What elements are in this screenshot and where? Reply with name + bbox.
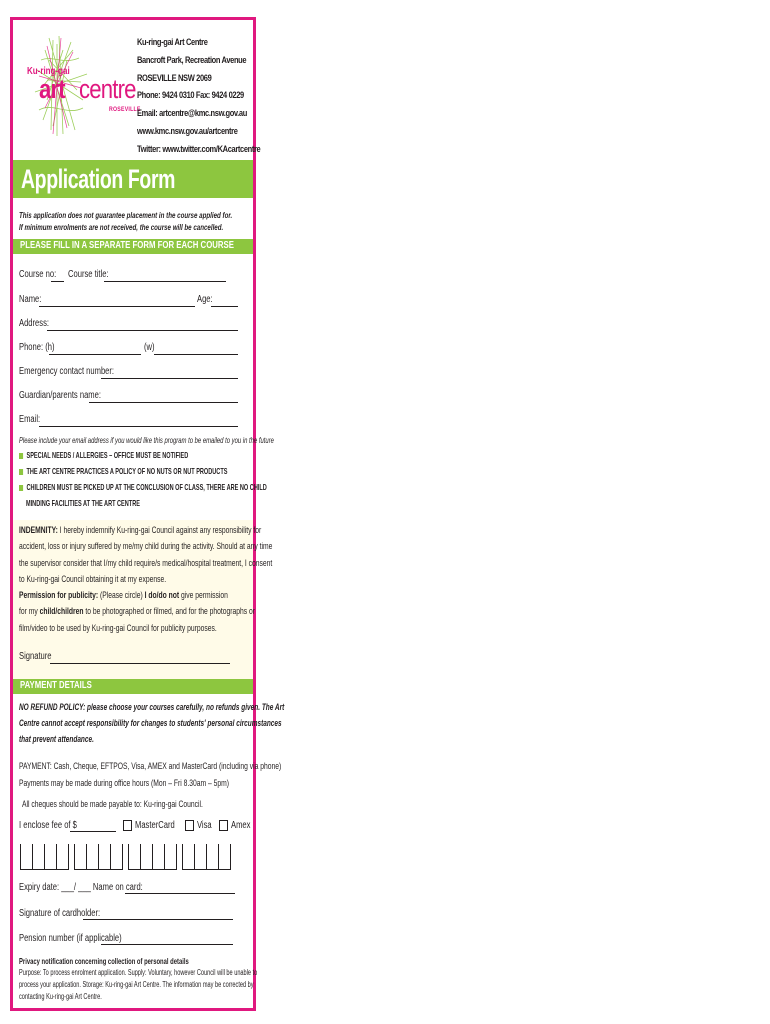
phone-home-label: Phone: (h) [19, 342, 55, 353]
section-fill-bar [13, 239, 253, 254]
org-suburb: ROSEVILLE NSW 2069 [137, 71, 212, 83]
disclaimer-line2: If minimum enrolments are not received, the course will be cancelled. [19, 222, 224, 232]
refund-policy [19, 699, 284, 747]
course-title-field[interactable] [104, 281, 226, 282]
payment-methods-line1: PAYMENT: Cash, Cheque, EFTPOS, Visa, AMEX and MasterCard (including via phone) [19, 760, 282, 771]
fee-amount-field[interactable] [70, 831, 116, 832]
guardian-label: Guardian/parents name: [19, 390, 101, 401]
refund-line1: NO REFUND POLICY: please choose your courses carefully, no refunds given. The Art [19, 702, 285, 712]
bullet-special-needs [19, 448, 188, 464]
permission-text2: give permission [179, 589, 228, 601]
payment-methods-line2: Payments may be made during office hours (Mon – Fri 8.30am – 5pm) [19, 777, 229, 788]
contact-details [137, 33, 260, 158]
permission-choice[interactable]: I do/do not [144, 589, 180, 601]
bullet-square-icon [19, 469, 23, 475]
signature-field[interactable] [50, 663, 230, 664]
visa-label: Visa [197, 820, 212, 831]
cardholder-signature-field[interactable] [83, 919, 233, 920]
phone-work-label: (w) [144, 342, 155, 353]
permission-text1: (Please circle) [98, 589, 145, 601]
org-name: Ku-ring-gai Art Centre [137, 36, 208, 47]
bullet-no-nuts [19, 464, 227, 480]
indemnity-text [19, 522, 272, 636]
bullet-text: CHILDREN MUST BE PICKED UP AT THE CONCLUSION OF CLASS, THERE ARE NO CHILD [26, 483, 267, 492]
visa-checkbox[interactable] [185, 820, 194, 831]
permission-line2a: for my [19, 605, 40, 617]
logo-art: art [39, 74, 65, 104]
bullet-pickup [19, 480, 267, 496]
payment-bar [13, 679, 253, 694]
cardholder-signature-label: Signature of cardholder: [19, 908, 101, 919]
payment-methods [19, 757, 281, 791]
card-number-group-1[interactable] [20, 844, 69, 870]
signature-label: Signature [19, 651, 52, 662]
email-note: Please include your email address if you would like this program to be emailed to you in the future [19, 436, 274, 445]
privacy-line1: Purpose: To process enrolment application. Supply: Voluntary, however Council will be unable to [19, 968, 258, 977]
guardian-field[interactable] [89, 402, 238, 403]
emergency-label: Emergency contact number: [19, 366, 115, 377]
art-centre-logo [23, 30, 141, 140]
permission-line2c: to be photographed or filmed, and for the photographs or [83, 605, 256, 617]
amex-label: Amex [231, 820, 251, 831]
name-label: Name: [19, 294, 42, 305]
bullet-text: SPECIAL NEEDS / ALLERGIES – OFFICE MUST BE NOTIFIED [26, 451, 189, 460]
org-website: www.kmc.nsw.gov.au/artcentre [137, 124, 238, 136]
privacy-line2: process your application. Storage: Ku-ring-gai Art Centre. The information may be corrected by [19, 980, 254, 989]
privacy-text [19, 967, 257, 1003]
logo-line1: Ku-ring-gai [27, 66, 70, 77]
course-no-field[interactable] [51, 281, 64, 282]
refund-line3: that prevent attendance. [19, 734, 94, 744]
card-number-group-4[interactable] [182, 844, 231, 870]
org-street: Bancroft Park, Recreation Avenue [137, 53, 247, 65]
refund-line2: Centre cannot accept responsibility for changes to students' personal circumstances [19, 718, 282, 728]
emergency-field[interactable] [101, 378, 238, 379]
section-fill-heading: PLEASE FILL IN A SEPARATE FORM FOR EACH COURSE [20, 240, 234, 251]
bullet-square-icon [19, 485, 23, 491]
expiry-name-label: Expiry date: ___/ ___ Name on card: [19, 882, 143, 893]
indemnity-label: INDEMNITY: [19, 524, 58, 535]
name-field[interactable] [39, 306, 195, 307]
age-label: Age: [197, 294, 213, 305]
indemnity-line2: accident, loss or injury suffered by me/my child during the activity. Should at any time [19, 540, 273, 552]
bullet-pickup-continued: MINDING FACILITIES AT THE ART CENTRE [26, 499, 140, 508]
mastercard-label: MasterCard [135, 820, 175, 831]
logo-centre: centre [79, 74, 136, 104]
name-on-card-field[interactable] [125, 893, 235, 894]
bullet-square-icon [19, 453, 23, 459]
permission-label: Permission for publicity: [19, 589, 99, 601]
address-field[interactable] [47, 330, 238, 331]
card-number-group-3[interactable] [128, 844, 177, 870]
address-label: Address: [19, 318, 49, 329]
amex-checkbox[interactable] [219, 820, 228, 831]
course-title-label: Course title: [68, 269, 109, 280]
pension-field[interactable] [101, 944, 233, 945]
bullet-text: THE ART CENTRE PRACTICES A POLICY OF NO NUTS OR NUT PRODUCTS [26, 467, 228, 476]
title-bar [13, 160, 253, 198]
indemnity-line3: the supervisor consider that I/my child require/s medical/hospital treatment, I consent [19, 556, 273, 568]
age-field[interactable] [211, 306, 238, 307]
org-twitter: Twitter: www.twitter.com/KAcartcentre [137, 142, 261, 154]
application-form [10, 17, 285, 1011]
phone-work-field[interactable] [154, 354, 238, 355]
card-number-group-2[interactable] [74, 844, 123, 870]
email-label: Email: [19, 414, 41, 425]
privacy-line3: contacting Ku-ring-gai Art Centre. [19, 992, 102, 1001]
course-no-label: Course no: [19, 269, 57, 280]
org-phone: Phone: 9424 0310 Fax: 9424 0229 [137, 89, 244, 101]
privacy-title: Privacy notification concerning collection of personal details [19, 956, 189, 966]
logo-suburb: ROSEVILLE [109, 106, 141, 113]
phone-home-field[interactable] [49, 354, 141, 355]
indemnity-line4: to Ku-ring-gai Council obtaining it at my expense. [19, 572, 167, 584]
disclaimer [19, 209, 232, 233]
disclaimer-line1: This application does not guarantee placement in the course applied for. [19, 210, 233, 220]
permission-line2b: child/children [39, 605, 84, 617]
permission-line3: film/video to be used by Ku-ring-gai Council for publicity purposes. [19, 621, 217, 633]
email-field[interactable] [39, 426, 238, 427]
cheques-note: All cheques should be made payable to: Ku-ring-gai Council. [22, 798, 203, 809]
enclose-fee-label: I enclose fee of $ [19, 820, 77, 831]
org-email: Email: artcentre@kmc.nsw.gov.au [137, 107, 247, 119]
mastercard-checkbox[interactable] [123, 820, 132, 831]
pension-label: Pension number (if applicable) [19, 933, 122, 944]
form-title: Application Form [21, 164, 176, 194]
payment-heading: PAYMENT DETAILS [20, 680, 92, 691]
indemnity-line1: I hereby indemnify Ku-ring-gai Council against any responsibility for [57, 524, 262, 535]
